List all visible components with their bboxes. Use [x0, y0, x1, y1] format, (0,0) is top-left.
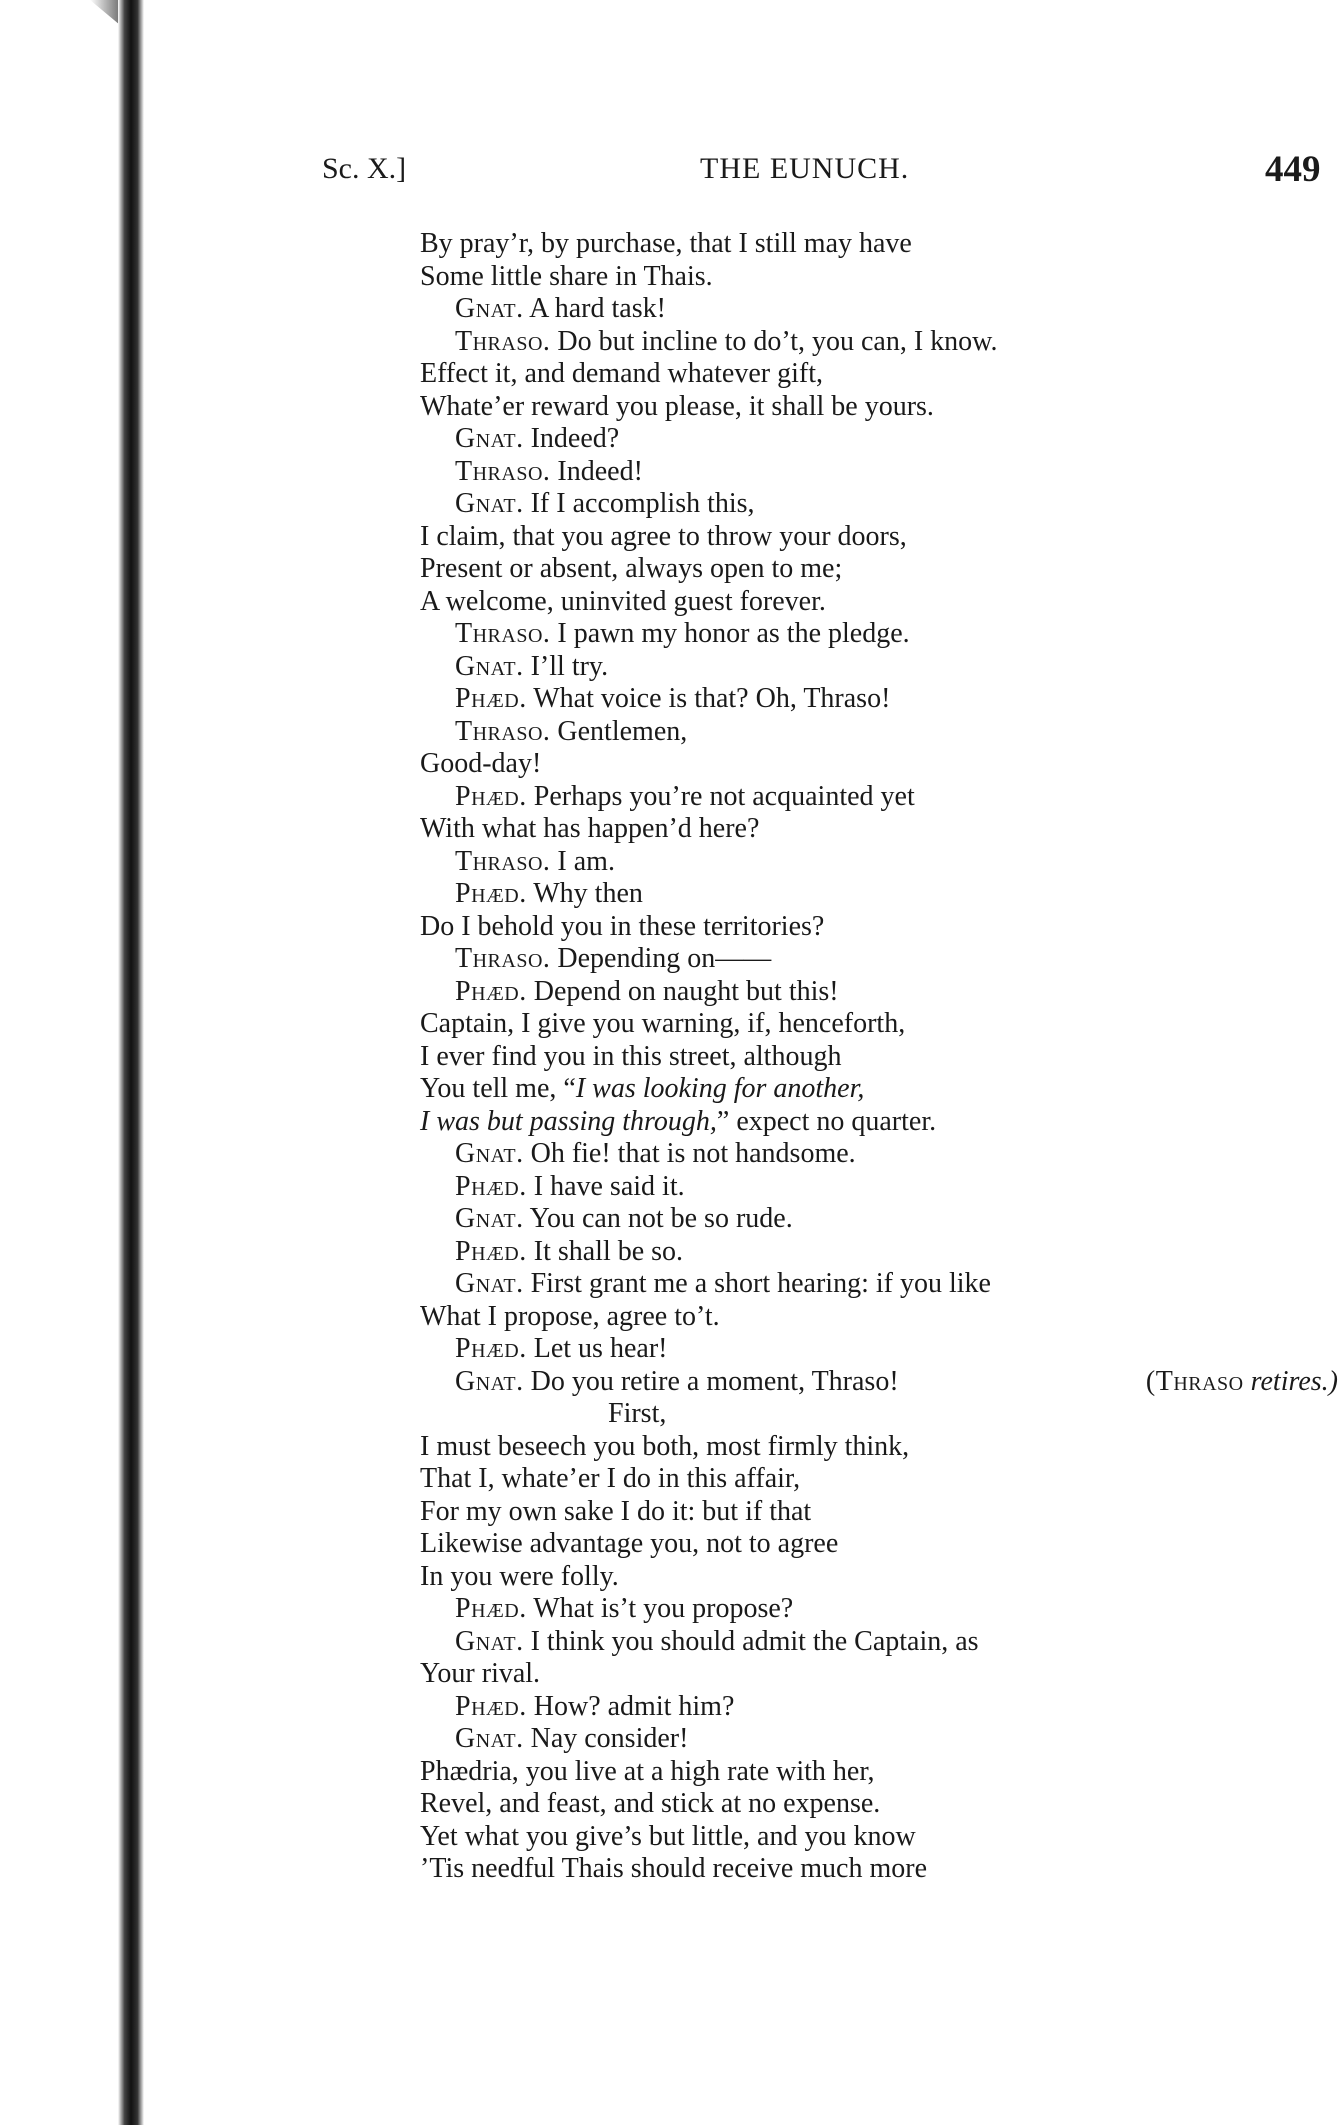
- speaker-name: Gnat.: [455, 1625, 524, 1657]
- verse-line: [420, 1756, 1320, 1789]
- speaker-name: Phæd.: [455, 683, 527, 714]
- line-text: Depend on naught but this!: [533, 975, 839, 1007]
- line-text: Why then: [533, 878, 643, 909]
- italic-quote: I was but passing through,: [420, 1105, 717, 1137]
- dialogue-line: [420, 1236, 1320, 1269]
- line-text: Gentlemen,: [557, 715, 688, 747]
- line-text: Let us hear!: [533, 1333, 668, 1364]
- dialogue-line: [420, 1268, 1320, 1301]
- verse-line: [420, 1496, 1320, 1529]
- verse-line: [420, 813, 1320, 846]
- line-text: First,: [608, 1398, 667, 1429]
- line-text: I’ll try.: [530, 650, 609, 682]
- speaker-name: Phæd.: [455, 975, 527, 1007]
- verse-line: [420, 1301, 1320, 1334]
- verse-line: [420, 553, 1320, 586]
- line-text: You can not be so rude.: [529, 1203, 793, 1234]
- speaker-name: Gnat.: [455, 1138, 524, 1169]
- dialogue-line: [420, 488, 1320, 521]
- line-text: Good-day!: [420, 748, 542, 779]
- speaker-name: Phæd.: [455, 1235, 527, 1267]
- running-title: THE EUNUCH.: [700, 152, 910, 185]
- verse-line: [420, 358, 1320, 391]
- verse-line: [420, 586, 1320, 619]
- line-text: Oh fie! that is not handsome.: [530, 1138, 856, 1169]
- line-text: Likewise advantage you, not to agree: [420, 1528, 839, 1559]
- line-text: Indeed!: [557, 455, 643, 487]
- page-header: [0, 149, 1340, 202]
- italic-quote: I was looking for another,: [575, 1073, 865, 1104]
- dialogue-line: [420, 716, 1320, 749]
- speaker-name: Thraso.: [455, 845, 551, 877]
- line-text: I pawn my honor as the pledge.: [557, 618, 910, 649]
- dialogue-line: [420, 781, 1320, 814]
- dialogue-line: [420, 1171, 1320, 1204]
- verse-line: [420, 391, 1320, 424]
- line-text: If I accomplish this,: [530, 488, 755, 519]
- dialogue-line: [420, 651, 1320, 684]
- line-text: By pray’r, by purchase, that I still may have: [420, 228, 912, 259]
- line-text: Effect it, and demand whatever gift,: [420, 358, 823, 389]
- verse-line: [420, 1008, 1320, 1041]
- line-text: Perhaps you’re not acquainted yet: [533, 780, 915, 812]
- verse-line: [420, 1821, 1320, 1854]
- speaker-name: Gnat.: [455, 1365, 524, 1397]
- dialogue-line: [420, 326, 1320, 359]
- line-text: Depending on——: [557, 943, 772, 974]
- verse-line: [420, 748, 1320, 781]
- line-text: I must beseech you both, most firmly think,: [420, 1430, 910, 1462]
- dialogue-line: [420, 1333, 1320, 1366]
- speaker-name: Phæd.: [455, 1690, 527, 1722]
- speaker-name: Phæd.: [455, 878, 527, 909]
- line-text: In you were folly.: [420, 1560, 619, 1592]
- line-text: That I, whate’er I do in this affair,: [420, 1463, 801, 1494]
- page-number: 449: [1265, 149, 1321, 190]
- speaker-name: Gnat.: [455, 423, 524, 454]
- dialogue-line: [420, 846, 1320, 879]
- speaker-name: Thraso.: [455, 325, 551, 357]
- line-text: I think you should admit the Captain, as: [530, 1625, 979, 1657]
- dialogue-line: [420, 1626, 1320, 1659]
- verse-line: [420, 1073, 1320, 1106]
- dialogue-line: [420, 943, 1320, 976]
- line-text: What voice is that? Oh, Thraso!: [533, 683, 891, 714]
- line-text: Nay consider!: [530, 1723, 689, 1754]
- line-text: With what has happen’d here?: [420, 813, 760, 844]
- line-text: Do but incline to do’t, you can, I know.: [557, 325, 998, 357]
- line-text: Present or absent, always open to me;: [420, 553, 843, 584]
- speaker-name: Thraso.: [455, 943, 551, 974]
- speaker-name: Gnat.: [455, 650, 524, 682]
- verse-line: [420, 228, 1320, 261]
- dialogue-line: [420, 878, 1320, 911]
- page-binding-shadow: [118, 0, 144, 2125]
- line-text: ” expect no quarter.: [716, 1105, 937, 1137]
- line-text: ’Tis needful Thais should receive much more: [420, 1853, 928, 1884]
- dialogue-line: [420, 1365, 1338, 1399]
- line-text: How? admit him?: [533, 1690, 735, 1722]
- dialogue-line: [420, 1593, 1320, 1626]
- dialogue-line: [420, 1691, 1320, 1724]
- verse-line: [420, 1853, 1320, 1886]
- play-text: [420, 228, 1338, 1886]
- line-text: First grant me a short hearing: if you like: [530, 1268, 991, 1299]
- line-text: What is’t you propose?: [533, 1593, 794, 1624]
- stage-direction-name: (Thraso: [1145, 1365, 1244, 1397]
- speaker-name: Gnat.: [455, 293, 524, 324]
- verse-line: [420, 1658, 1320, 1691]
- dialogue-line: [420, 1138, 1320, 1171]
- dialogue-line: [420, 1723, 1320, 1756]
- line-text: I am.: [557, 845, 615, 877]
- line-text: Do I behold you in these territories?: [420, 910, 825, 942]
- verse-line: [420, 911, 1320, 944]
- stage-direction: [1146, 1366, 1338, 1399]
- line-text: Do you retire a moment, Thraso!: [530, 1365, 899, 1397]
- speaker-name: Gnat.: [455, 1268, 524, 1299]
- speaker-name: Gnat.: [455, 1203, 524, 1234]
- speaker-name: Gnat.: [455, 1723, 524, 1754]
- speaker-name: Thraso.: [455, 455, 551, 487]
- line-text: What I propose, agree to’t.: [420, 1300, 720, 1332]
- line-text: Revel, and feast, and stick at no expense.: [420, 1788, 881, 1819]
- dialogue-line: [420, 976, 1320, 1009]
- verse-line: [420, 521, 1320, 554]
- dialogue-line: [420, 1203, 1320, 1236]
- line-text: A welcome, uninvited guest forever.: [420, 585, 826, 617]
- dialogue-line: [420, 456, 1320, 489]
- speaker-name: Gnat.: [455, 488, 524, 519]
- verse-line: [420, 261, 1320, 294]
- verse-line: [420, 1398, 1320, 1431]
- speaker-name: Phæd.: [455, 1333, 527, 1364]
- speaker-name: Thraso.: [455, 618, 551, 649]
- verse-line: [420, 1788, 1320, 1821]
- line-text: For my own sake I do it: but if that: [420, 1495, 812, 1527]
- line-text: Indeed?: [530, 423, 620, 454]
- verse-line: [420, 1041, 1320, 1074]
- verse-line: [420, 1431, 1320, 1464]
- line-text: I have said it.: [533, 1170, 685, 1202]
- line-text: It shall be so.: [533, 1235, 684, 1267]
- line-text: I claim, that you agree to throw your doors,: [420, 520, 907, 552]
- line-text: I ever find you in this street, although: [420, 1040, 842, 1072]
- dialogue-line: [420, 683, 1320, 716]
- line-text: Whate’er reward you please, it shall be yours.: [420, 390, 934, 422]
- dialogue-line: [420, 618, 1320, 651]
- verse-line: [420, 1561, 1320, 1594]
- line-text: You tell me, “: [420, 1073, 576, 1104]
- line-text: Phædria, you live at a high rate with her,: [420, 1755, 875, 1787]
- speaker-name: Phæd.: [455, 780, 527, 812]
- dialogue-line: [420, 423, 1320, 456]
- line-text: Your rival.: [420, 1658, 541, 1689]
- line-text: Yet what you give’s but little, and you know: [420, 1820, 916, 1852]
- scene-label: Sc. X.]: [322, 152, 407, 185]
- verse-line: [420, 1106, 1320, 1139]
- line-text: Some little share in Thais.: [420, 260, 713, 292]
- line-text: A hard task!: [529, 293, 666, 324]
- verse-line: [420, 1463, 1320, 1496]
- verse-line: [420, 1528, 1320, 1561]
- speaker-name: Thraso.: [455, 715, 551, 747]
- dialogue-line: [420, 293, 1320, 326]
- stage-direction-action: retires.): [1250, 1365, 1338, 1397]
- speaker-name: Phæd.: [455, 1593, 527, 1624]
- line-text: Captain, I give you warning, if, henceforth,: [420, 1008, 906, 1039]
- speaker-name: Phæd.: [455, 1170, 527, 1202]
